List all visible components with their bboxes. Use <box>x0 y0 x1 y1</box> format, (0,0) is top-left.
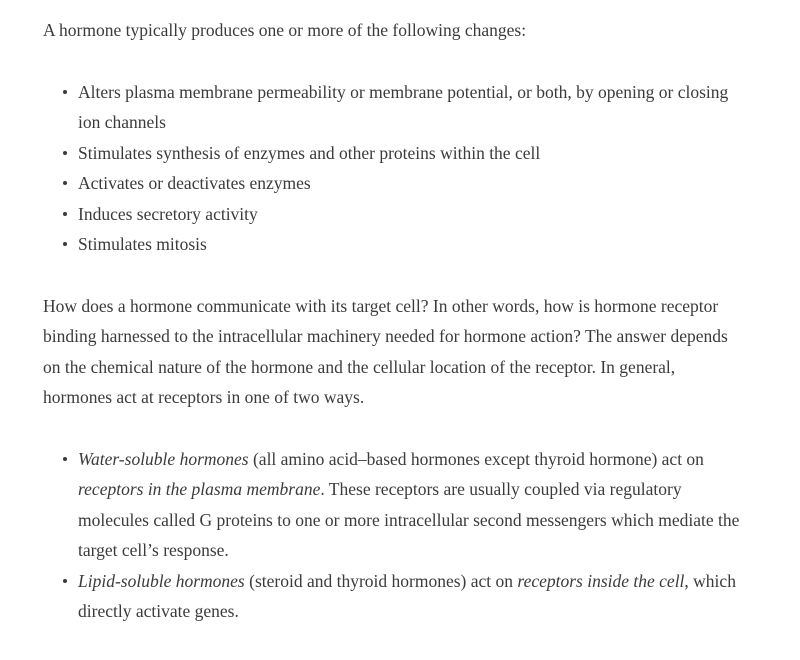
emphasized-text: Water-soluble hormones <box>78 448 249 469</box>
list-item: Alters plasma membrane permeability or membrane potential, or both, by opening or closing ion channels <box>78 77 746 138</box>
emphasized-text: receptors inside the cell <box>517 570 685 591</box>
hormone-effects-list <box>43 77 746 260</box>
text-segment: . These receptors are usually coupled via regulatory molecules called G proteins to one or more intracellular second messengers which mediate the target cell’s response. <box>78 479 740 560</box>
list-item <box>78 444 746 566</box>
list-item: Induces secretory activity <box>78 199 746 230</box>
emphasized-text: receptors in the plasma membrane <box>78 479 321 499</box>
emphasized-text: Lipid-soluble hormones <box>78 570 245 591</box>
text-segment: , which directly activate genes. <box>78 570 736 621</box>
hormone-pathways-list <box>43 444 746 627</box>
list-item: Activates or deactivates enzymes <box>78 168 746 199</box>
list-item: Stimulates mitosis <box>78 229 746 260</box>
text-segment: (all amino acid–based hormones except thyroid hormone) act on <box>248 448 704 469</box>
intro-paragraph: A hormone typically produces one or more of the following changes: <box>43 20 527 40</box>
list-item: Stimulates synthesis of enzymes and other proteins within the cell <box>78 138 746 169</box>
list-item <box>78 566 746 627</box>
text-segment: (steroid and thyroid hormones) act on <box>244 570 518 591</box>
communication-paragraph: How does a hormone communicate with its target cell? In other words, how is hormone receptor binding harnessed to the intracellular machinery needed for hormone action? The answer depends on the chemical nature of the hormone and the cellular location of the receptor. In general, hormones act at receptors in one of two ways. <box>43 295 728 407</box>
